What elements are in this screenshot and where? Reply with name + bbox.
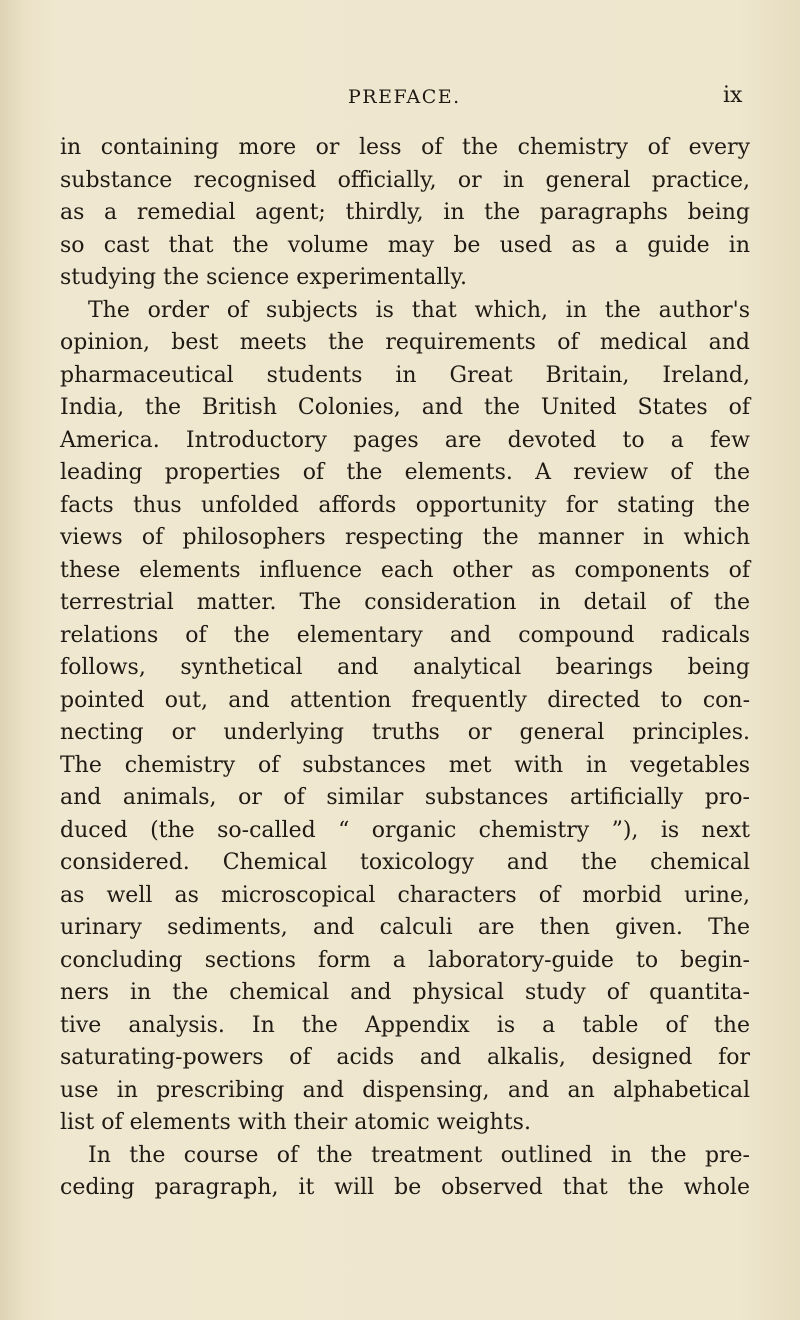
text-line: duced (the so-called “ organic chemistry ”), is next [60,817,750,843]
text-line: in containing more or less of the chemistry of every [60,135,750,160]
text-line: ners in the chemical and physical study of quantita- [60,980,750,1005]
text-line: pharmaceutical students in Great Britain, Ireland, [60,362,750,388]
text-line: considered. Chemical toxicology and the chemical [60,850,750,875]
text-line: saturating-powers of acids and alkalis, designed for [60,1045,750,1070]
text-line: studying the science experimentally. [60,265,467,290]
text-line: necting or underlying truths or general principles. [60,720,750,745]
text-line: as a remedial agent; thirdly, in the paragraphs being [60,200,750,225]
text-line: so cast that the volume may be used as a guide in [60,232,750,258]
text-line: The chemistry of substances met with in vegetables [60,752,750,778]
text-line: substance recognised officially, or in general practice, [60,167,750,193]
page-number: ix [723,83,743,108]
text-line: India, the British Colonies, and the United States of [60,395,750,420]
text-line: opinion, best meets the requirements of medical and [60,330,750,355]
text-line: and animals, or of similar substances artificially pro- [60,785,750,810]
text-line: urinary sediments, and calculi are then given. The [60,915,750,940]
text-line: views of philosophers respecting the manner in which [60,525,750,550]
paragraph-2 [60,295,750,1140]
text-line: relations of the elementary and compound radicals [60,622,750,648]
text-line: follows, synthetical and analytical bearings being [60,655,750,680]
text-line: pointed out, and attention frequently directed to con- [60,687,750,713]
paragraph-3 [60,1140,750,1205]
text-line: ceding paragraph, it will be observed that the whole [60,1175,750,1200]
text-line: America. Introductory pages are devoted to a few [60,427,750,453]
body-text [60,132,750,1205]
running-head: PREFACE. [348,86,461,108]
text-line: terrestrial matter. The consideration in detail of the [60,590,750,615]
text-line: list of elements with their atomic weights. [60,1110,531,1135]
paragraph-1 [60,132,750,295]
text-line: In the course of the treatment outlined in the pre- [88,1142,750,1168]
text-line: The order of subjects is that which, in the author's [88,297,750,323]
text-line: facts thus unfolded affords opportunity for stating the [60,492,750,518]
text-line: concluding sections form a laboratory-guide to begin- [60,947,750,973]
text-line: these elements influence each other as components of [60,557,750,583]
text-line: leading properties of the elements. A review of the [60,460,750,485]
text-line: as well as microscopical characters of morbid urine, [60,882,750,908]
text-line: use in prescribing and dispensing, and an alphabetical [60,1077,750,1103]
text-line: tive analysis. In the Appendix is a table of the [60,1012,750,1038]
